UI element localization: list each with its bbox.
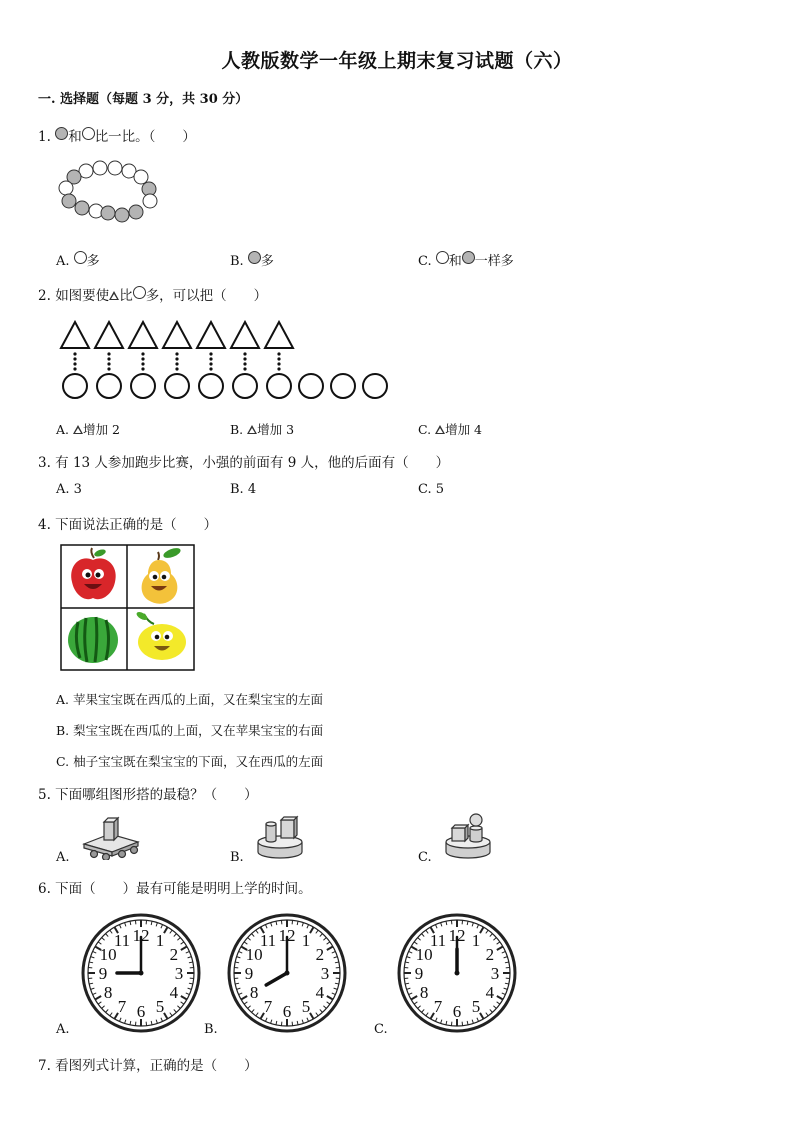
question-2: 2. 如图要使 比 多，可以把（ ） <box>38 288 268 304</box>
option-c[interactable]: C. 5 <box>418 482 445 497</box>
clock-number: 5 <box>471 996 481 1016</box>
question-text: 和 <box>68 129 82 145</box>
fruit-grid-figure <box>60 544 196 672</box>
triangle-icon <box>435 425 445 434</box>
option-b[interactable]: B. 梨宝宝既在西瓜的上面，又在苹果宝宝的右面 <box>56 723 324 738</box>
clock-number: 11 <box>113 931 131 951</box>
clock-number: 10 <box>245 945 263 964</box>
option-b[interactable]: B. 增加 3 <box>230 422 295 437</box>
gray-circle-icon <box>248 251 261 264</box>
clock-number: 5 <box>155 996 165 1016</box>
clock-number: 2 <box>169 945 179 964</box>
clock-number: 3 <box>174 964 184 983</box>
clock-number: 11 <box>259 931 277 951</box>
circle-icon <box>133 286 146 299</box>
question-3: 3. 有 13 人参加跑步比赛，小强的前面有 9 人，他的后面有（ ） <box>38 455 450 471</box>
stacked-blocks-b-icon <box>254 814 306 860</box>
clock-number: 7 <box>117 996 127 1016</box>
clock-number: 12 <box>448 926 466 945</box>
clock-number: 6 <box>452 1002 462 1021</box>
clock-number: 12 <box>278 926 296 945</box>
clock-number: 4 <box>485 983 495 1002</box>
gray-circle-icon <box>462 251 475 264</box>
clock-number: 10 <box>415 945 433 964</box>
clock-number: 1 <box>155 931 165 951</box>
question-1 <box>38 125 196 145</box>
option-b[interactable]: B. 4 <box>230 482 257 497</box>
clock-center <box>455 971 460 976</box>
white-circle-icon <box>436 251 449 264</box>
white-circle-icon <box>74 251 87 264</box>
option-c[interactable]: C. 柚子宝宝既在梨宝宝的下面，又在西瓜的左面 <box>56 754 324 769</box>
clock-number: 9 <box>244 964 254 983</box>
clock-number: 4 <box>315 983 325 1002</box>
question-5: 5. 下面哪组图形搭的最稳？（ ） <box>38 787 258 803</box>
clock-number: 1 <box>301 931 311 951</box>
option-b[interactable]: B. 多 <box>230 250 274 269</box>
white-circle-icon <box>82 127 95 140</box>
clock-number: 1 <box>471 931 481 951</box>
clock-number: 7 <box>263 996 273 1016</box>
clock-number: 12 <box>132 926 150 945</box>
option-b[interactable]: B. <box>204 1022 218 1037</box>
triangle-icon <box>73 425 83 434</box>
clock-c-icon <box>396 912 518 1034</box>
option-a[interactable]: A. 3 <box>56 482 82 497</box>
page-title: 人教版数学一年级上期末复习试题（六） <box>221 50 573 72</box>
triangle-icon <box>109 291 119 300</box>
clock-number: 5 <box>301 996 311 1016</box>
question-4: 4. 下面说法正确的是（ ） <box>38 517 218 533</box>
clock-number: 3 <box>320 964 330 983</box>
clock-number: 8 <box>103 983 113 1002</box>
option-b[interactable]: B. <box>230 850 244 865</box>
clock-number: 8 <box>419 983 429 1002</box>
clock-number: 10 <box>99 945 117 964</box>
clock-number: 4 <box>169 983 179 1002</box>
question-6: 6. 下面（ ）最有可能是明明上学的时间。 <box>38 881 312 897</box>
option-c[interactable]: C. 和 一样多 <box>418 250 514 269</box>
clock-number: 9 <box>98 964 108 983</box>
option-a[interactable]: A. 苹果宝宝既在西瓜的上面，又在梨宝宝的左面 <box>56 692 323 707</box>
gray-circle-icon <box>55 127 68 140</box>
clock-number: 2 <box>315 945 325 964</box>
clock-number: 7 <box>433 996 443 1016</box>
clock-number: 8 <box>249 983 259 1002</box>
option-a[interactable]: A. 多 <box>56 250 100 269</box>
triangles-circles-figure <box>56 318 396 404</box>
section-heading: 一. 选择题（每题 3 分，共 30 分） <box>38 92 249 107</box>
option-a[interactable]: A. <box>56 850 70 865</box>
clock-number: 3 <box>490 964 500 983</box>
option-c[interactable]: C. 增加 4 <box>418 422 483 437</box>
clock-number: 6 <box>282 1002 292 1021</box>
clock-b-icon <box>226 912 348 1034</box>
clock-number: 2 <box>485 945 495 964</box>
question-7: 7. 看图列式计算，正确的是（ ） <box>38 1058 258 1074</box>
triangle-icon <box>247 425 257 434</box>
question-text: 比一比。（ ） <box>94 129 196 145</box>
option-c[interactable]: C. <box>418 850 432 865</box>
clock-number: 6 <box>136 1002 146 1021</box>
option-a[interactable]: A. 增加 2 <box>56 422 120 437</box>
bead-necklace-figure <box>56 158 166 228</box>
clock-a-icon <box>80 912 202 1034</box>
clock-center <box>139 971 144 976</box>
question-number: 1. <box>38 129 51 145</box>
clock-number: 9 <box>414 964 424 983</box>
clock-number: 11 <box>429 931 447 951</box>
stacked-blocks-c-icon <box>442 812 494 860</box>
option-c[interactable]: C. <box>374 1022 388 1037</box>
option-a[interactable]: A. <box>56 1022 70 1037</box>
stacked-blocks-a-icon <box>80 812 142 860</box>
watermelon-icon <box>68 617 118 663</box>
clock-center <box>285 971 290 976</box>
